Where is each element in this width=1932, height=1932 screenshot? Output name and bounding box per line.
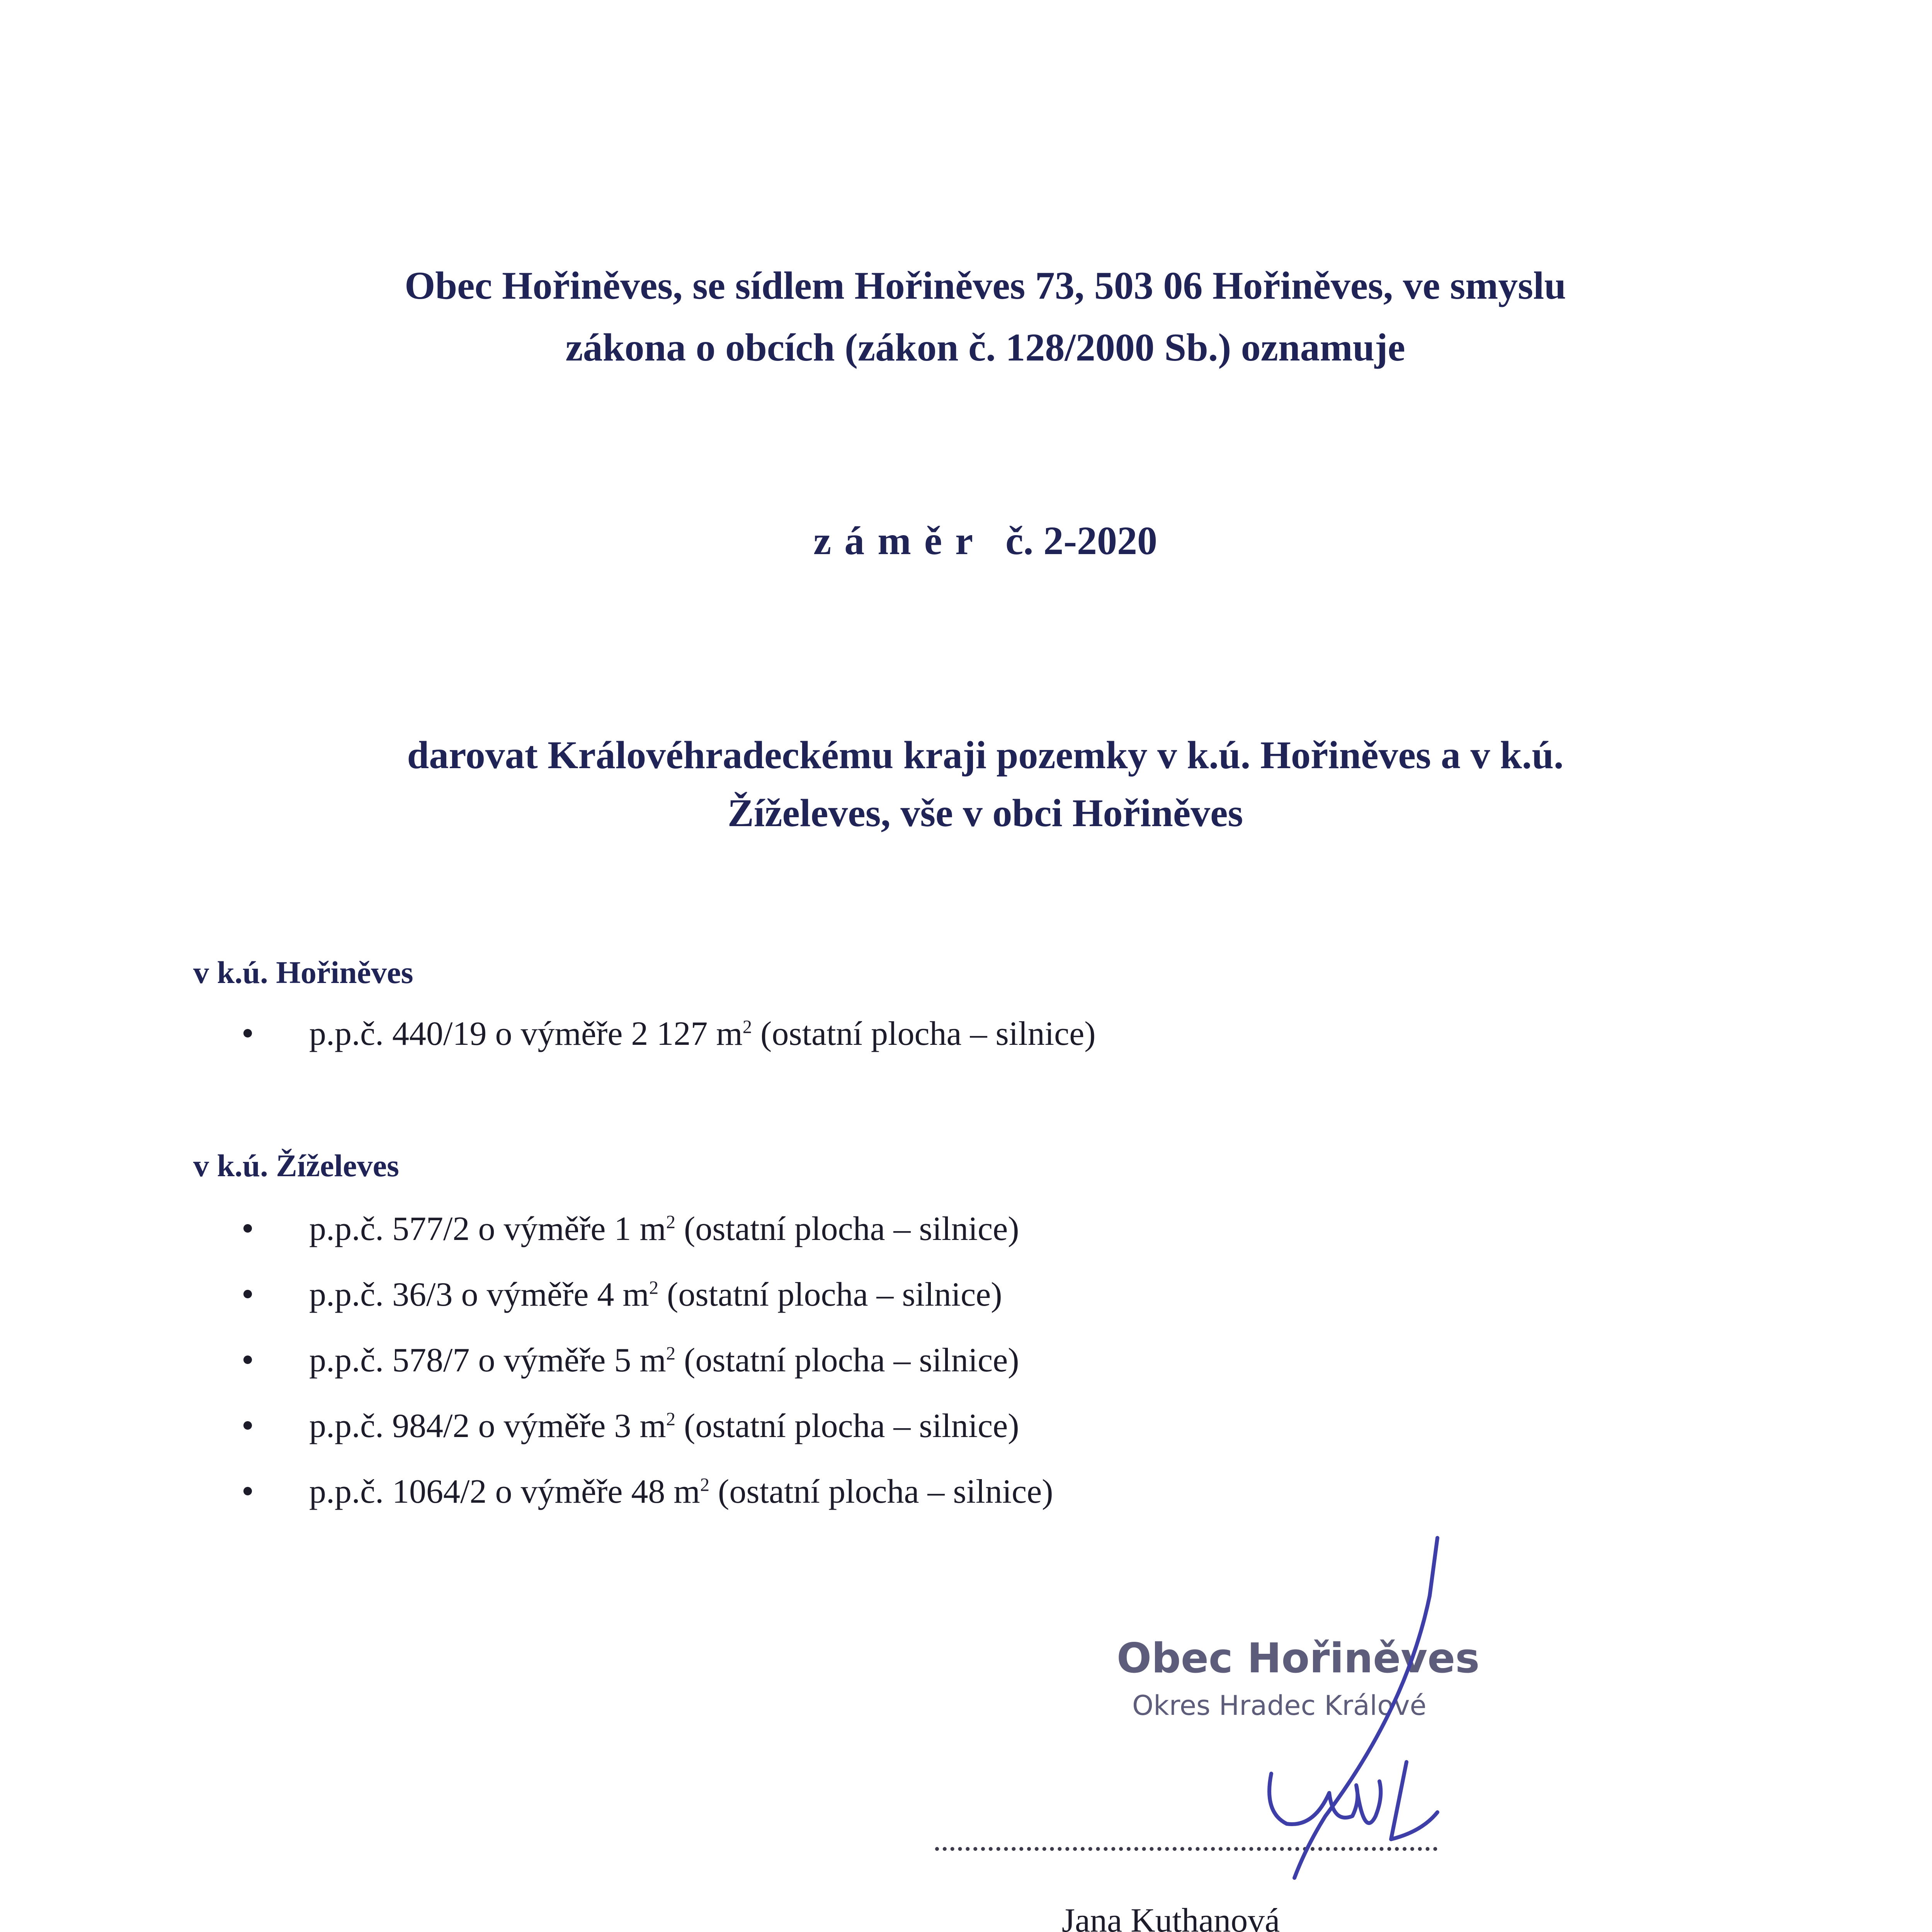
intent-line-2: Žíželeves, vše v obci Hořiněves (727, 791, 1243, 835)
signer-name: Jana Kuthanová (1061, 1902, 1280, 1932)
stamp-region: Okres Hradec Králové (1132, 1690, 1427, 1721)
title-number: č. 2-2020 (1005, 519, 1157, 563)
stamp-name: Obec Hořiněves (1117, 1634, 1480, 1682)
intent-line-1: darovat Královéhradeckému kraji pozemky v k.ú. Hořiněves a v k.ú. (407, 733, 1564, 777)
signature-stroke-1 (1294, 1538, 1437, 1878)
section-heading-horineves: v k.ú. Hořiněves (193, 955, 413, 990)
header-line-2: zákona o obcích (zákon č. 128/2000 Sb.) oznamuje (565, 326, 1405, 369)
header-line-1: Obec Hořiněves, se sídlem Hořiněves 73, 503 06 Hořiněves, ve smyslu (405, 264, 1566, 308)
section-heading-zizeleves: v k.ú. Žíželeves (193, 1148, 399, 1183)
title-word: záměr (813, 519, 986, 563)
signature-stroke-3 (1391, 1762, 1437, 1839)
